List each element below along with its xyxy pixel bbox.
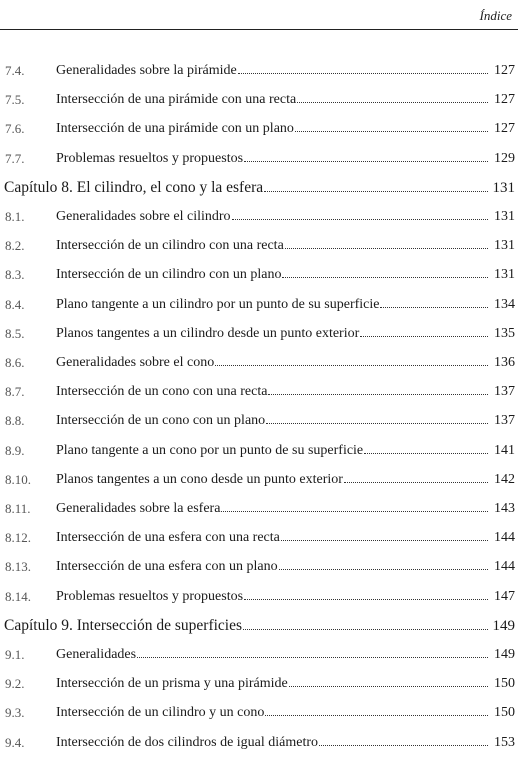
toc-section-title: Generalidades sobre la pirámide bbox=[56, 63, 237, 78]
toc-section-row bbox=[0, 645, 518, 665]
toc-entry-title-wrap bbox=[56, 324, 488, 344]
toc-entry-title-wrap bbox=[56, 470, 488, 490]
toc-section-title: Intersección de un prisma y una pirámide bbox=[56, 676, 288, 692]
toc-section-title: Generalidades sobre la esfera bbox=[56, 501, 221, 516]
toc-section-title: Intersección de un cilindro y un cono bbox=[56, 705, 265, 721]
toc-section-title: Intersección de una esfera con un plano bbox=[56, 559, 278, 575]
toc-page-number: 142 bbox=[494, 471, 515, 487]
toc-chapter-title: Capítulo 8. El cilindro, el cono y la esfera bbox=[4, 178, 264, 196]
toc-section-row bbox=[0, 733, 518, 753]
toc-section-title: Problemas resueltos y propuestos bbox=[56, 588, 244, 604]
toc-entry-title-wrap bbox=[56, 90, 488, 110]
toc-section-number: 7.5. bbox=[5, 92, 25, 108]
toc-entry-title-wrap bbox=[56, 674, 488, 694]
toc-section-row bbox=[0, 499, 518, 519]
toc-section-number: 9.1. bbox=[5, 647, 25, 662]
toc-section-title: Generalidades sobre el cilindro bbox=[56, 209, 231, 224]
toc-page-number: 134 bbox=[494, 296, 515, 312]
toc-entry-title-wrap bbox=[56, 733, 488, 753]
toc-entry-title-wrap bbox=[56, 528, 488, 548]
toc-section-row bbox=[0, 61, 518, 81]
dot-leader bbox=[279, 569, 488, 570]
toc-section-number: 8.11. bbox=[5, 501, 31, 516]
toc-page-number: 137 bbox=[494, 413, 515, 429]
toc-section-row bbox=[0, 265, 518, 285]
toc-page-number: 131 bbox=[494, 267, 515, 283]
toc-entry-title-wrap bbox=[56, 295, 488, 315]
dot-leader bbox=[215, 365, 488, 366]
toc-page-number: 131 bbox=[494, 238, 515, 254]
toc-page-number: 149 bbox=[494, 647, 515, 662]
toc-section-number: 7.4. bbox=[5, 63, 25, 78]
toc-section-row bbox=[0, 90, 518, 110]
dot-leader bbox=[289, 686, 488, 687]
toc-section-row bbox=[0, 236, 518, 256]
toc-entry-title-wrap bbox=[56, 411, 488, 431]
toc-section-title: Plano tangente a un cono por un punto de su superficie bbox=[56, 442, 364, 458]
dot-leader bbox=[282, 277, 488, 278]
toc-section-number: 8.13. bbox=[5, 559, 31, 575]
dot-leader bbox=[266, 423, 488, 424]
dot-leader bbox=[295, 131, 488, 132]
toc-section-title: Planos tangentes a un cono desde un punto exterior bbox=[56, 471, 343, 487]
toc-entry-title-wrap bbox=[56, 119, 488, 139]
toc-section-title: Generalidades bbox=[56, 647, 137, 662]
toc-section-title: Intersección de un cilindro con una recta bbox=[56, 238, 284, 254]
toc-section-title: Intersección de un cilindro con un plano bbox=[56, 267, 282, 283]
toc-entry-title-wrap bbox=[56, 236, 488, 256]
dot-leader bbox=[264, 191, 488, 192]
toc-entry-title-wrap bbox=[56, 441, 488, 461]
toc-chapter-row bbox=[0, 178, 518, 198]
toc-section-title: Problemas resueltos y propuestos bbox=[56, 150, 244, 166]
toc-section-row bbox=[0, 382, 518, 402]
toc-section-number: 8.5. bbox=[5, 325, 25, 341]
toc-section-number: 8.10. bbox=[5, 471, 31, 487]
dot-leader bbox=[221, 511, 488, 512]
toc-entry-title-wrap bbox=[56, 645, 488, 665]
toc-section-number: 7.7. bbox=[5, 150, 25, 166]
toc-section-row bbox=[0, 587, 518, 607]
dot-leader bbox=[244, 599, 488, 600]
toc-section-number: 8.12. bbox=[5, 530, 31, 546]
dot-leader bbox=[297, 102, 488, 103]
toc-section-number: 9.4. bbox=[5, 734, 25, 750]
toc-page-number: 147 bbox=[494, 588, 515, 604]
toc-page-number: 143 bbox=[494, 501, 515, 516]
toc-page-number: 144 bbox=[494, 530, 515, 546]
toc-section-row bbox=[0, 411, 518, 431]
dot-leader bbox=[344, 482, 488, 483]
dot-leader bbox=[232, 219, 488, 220]
toc-section-number: 8.9. bbox=[5, 442, 25, 458]
toc-page-number: 129 bbox=[494, 150, 515, 166]
toc-section-title: Intersección de una esfera con una recta bbox=[56, 530, 280, 546]
dot-leader bbox=[364, 453, 488, 454]
toc-section-number: 8.2. bbox=[5, 238, 25, 254]
toc-section-number: 8.6. bbox=[5, 355, 25, 370]
toc-section-number: 8.3. bbox=[5, 267, 25, 283]
toc-page-number: 150 bbox=[494, 705, 515, 721]
toc-section-number: 9.3. bbox=[5, 705, 25, 721]
toc-entry-title-wrap bbox=[56, 703, 488, 723]
toc-entry-title-wrap bbox=[56, 265, 488, 285]
toc-section-title: Intersección de una pirámide con un plano bbox=[56, 121, 294, 137]
toc-section-title: Intersección de un cono con una recta bbox=[56, 384, 268, 400]
toc-section-row bbox=[0, 119, 518, 139]
toc-section-row bbox=[0, 353, 518, 373]
dot-leader bbox=[360, 336, 488, 337]
page-header bbox=[0, 0, 518, 30]
toc-section-row bbox=[0, 674, 518, 694]
toc-section-row bbox=[0, 324, 518, 344]
dot-leader bbox=[238, 73, 488, 74]
dot-leader bbox=[319, 745, 488, 746]
dot-leader bbox=[244, 161, 488, 162]
toc-section-number: 7.6. bbox=[5, 121, 25, 137]
toc-chapter-title: Capítulo 9. Intersección de superficies bbox=[4, 616, 243, 634]
toc-section-title: Intersección de un cono con un plano bbox=[56, 413, 266, 429]
toc-section-row bbox=[0, 703, 518, 723]
toc-page-number: 141 bbox=[494, 442, 515, 458]
dot-leader bbox=[137, 657, 488, 658]
toc-page-number: 127 bbox=[494, 92, 515, 108]
toc-entry-title-wrap bbox=[56, 207, 488, 227]
toc-chapter-row bbox=[0, 616, 518, 636]
toc-entry-title-wrap bbox=[56, 382, 488, 402]
toc-page-number: 131 bbox=[492, 179, 515, 196]
toc-section-row bbox=[0, 149, 518, 169]
toc-section-number: 8.14. bbox=[5, 588, 31, 604]
toc-page-number: 131 bbox=[494, 209, 515, 224]
toc-section-row bbox=[0, 528, 518, 548]
toc-section-title: Intersección de dos cilindros de igual diámetro bbox=[56, 734, 319, 750]
toc-page-number: 149 bbox=[492, 617, 515, 634]
toc-page-number: 150 bbox=[494, 676, 515, 692]
toc-section-title: Planos tangentes a un cilindro desde un punto exterior bbox=[56, 325, 360, 341]
toc-section-number: 9.2. bbox=[5, 676, 25, 692]
toc-page-number: 136 bbox=[494, 355, 515, 370]
toc-entry-title-wrap bbox=[56, 587, 488, 607]
toc-entry-title-wrap bbox=[56, 353, 488, 373]
toc-page-number: 153 bbox=[494, 734, 515, 750]
toc-section-title: Plano tangente a un cilindro por un punto de su superficie bbox=[56, 296, 380, 312]
toc-section-row bbox=[0, 557, 518, 577]
dot-leader bbox=[285, 248, 488, 249]
dot-leader bbox=[243, 629, 488, 630]
toc-entry-title-wrap bbox=[4, 616, 488, 636]
toc-section-row bbox=[0, 470, 518, 490]
toc-section-number: 8.4. bbox=[5, 296, 25, 312]
toc-section-row bbox=[0, 441, 518, 461]
dot-leader bbox=[281, 540, 488, 541]
toc-entry-title-wrap bbox=[4, 178, 488, 198]
dot-leader bbox=[265, 715, 488, 716]
header-title: Índice bbox=[479, 8, 512, 23]
toc-entry-title-wrap bbox=[56, 557, 488, 577]
toc-page-number: 144 bbox=[494, 559, 515, 575]
toc-page-number: 127 bbox=[494, 121, 515, 137]
toc-section-row bbox=[0, 295, 518, 315]
toc-section-title: Intersección de una pirámide con una recta bbox=[56, 92, 297, 108]
toc-section-row bbox=[0, 207, 518, 227]
toc-page-number: 137 bbox=[494, 384, 515, 400]
toc-entry-title-wrap bbox=[56, 61, 488, 81]
toc-entry-title-wrap bbox=[56, 149, 488, 169]
toc-section-number: 8.7. bbox=[5, 384, 25, 400]
toc-section-number: 8.1. bbox=[5, 209, 25, 224]
toc-page-number: 135 bbox=[494, 325, 515, 341]
toc-page-number: 127 bbox=[494, 63, 515, 78]
toc-section-title: Generalidades sobre el cono bbox=[56, 355, 215, 370]
dot-leader bbox=[268, 394, 488, 395]
dot-leader bbox=[380, 307, 488, 308]
toc-entry-title-wrap bbox=[56, 499, 488, 519]
toc-section-number: 8.8. bbox=[5, 413, 25, 429]
